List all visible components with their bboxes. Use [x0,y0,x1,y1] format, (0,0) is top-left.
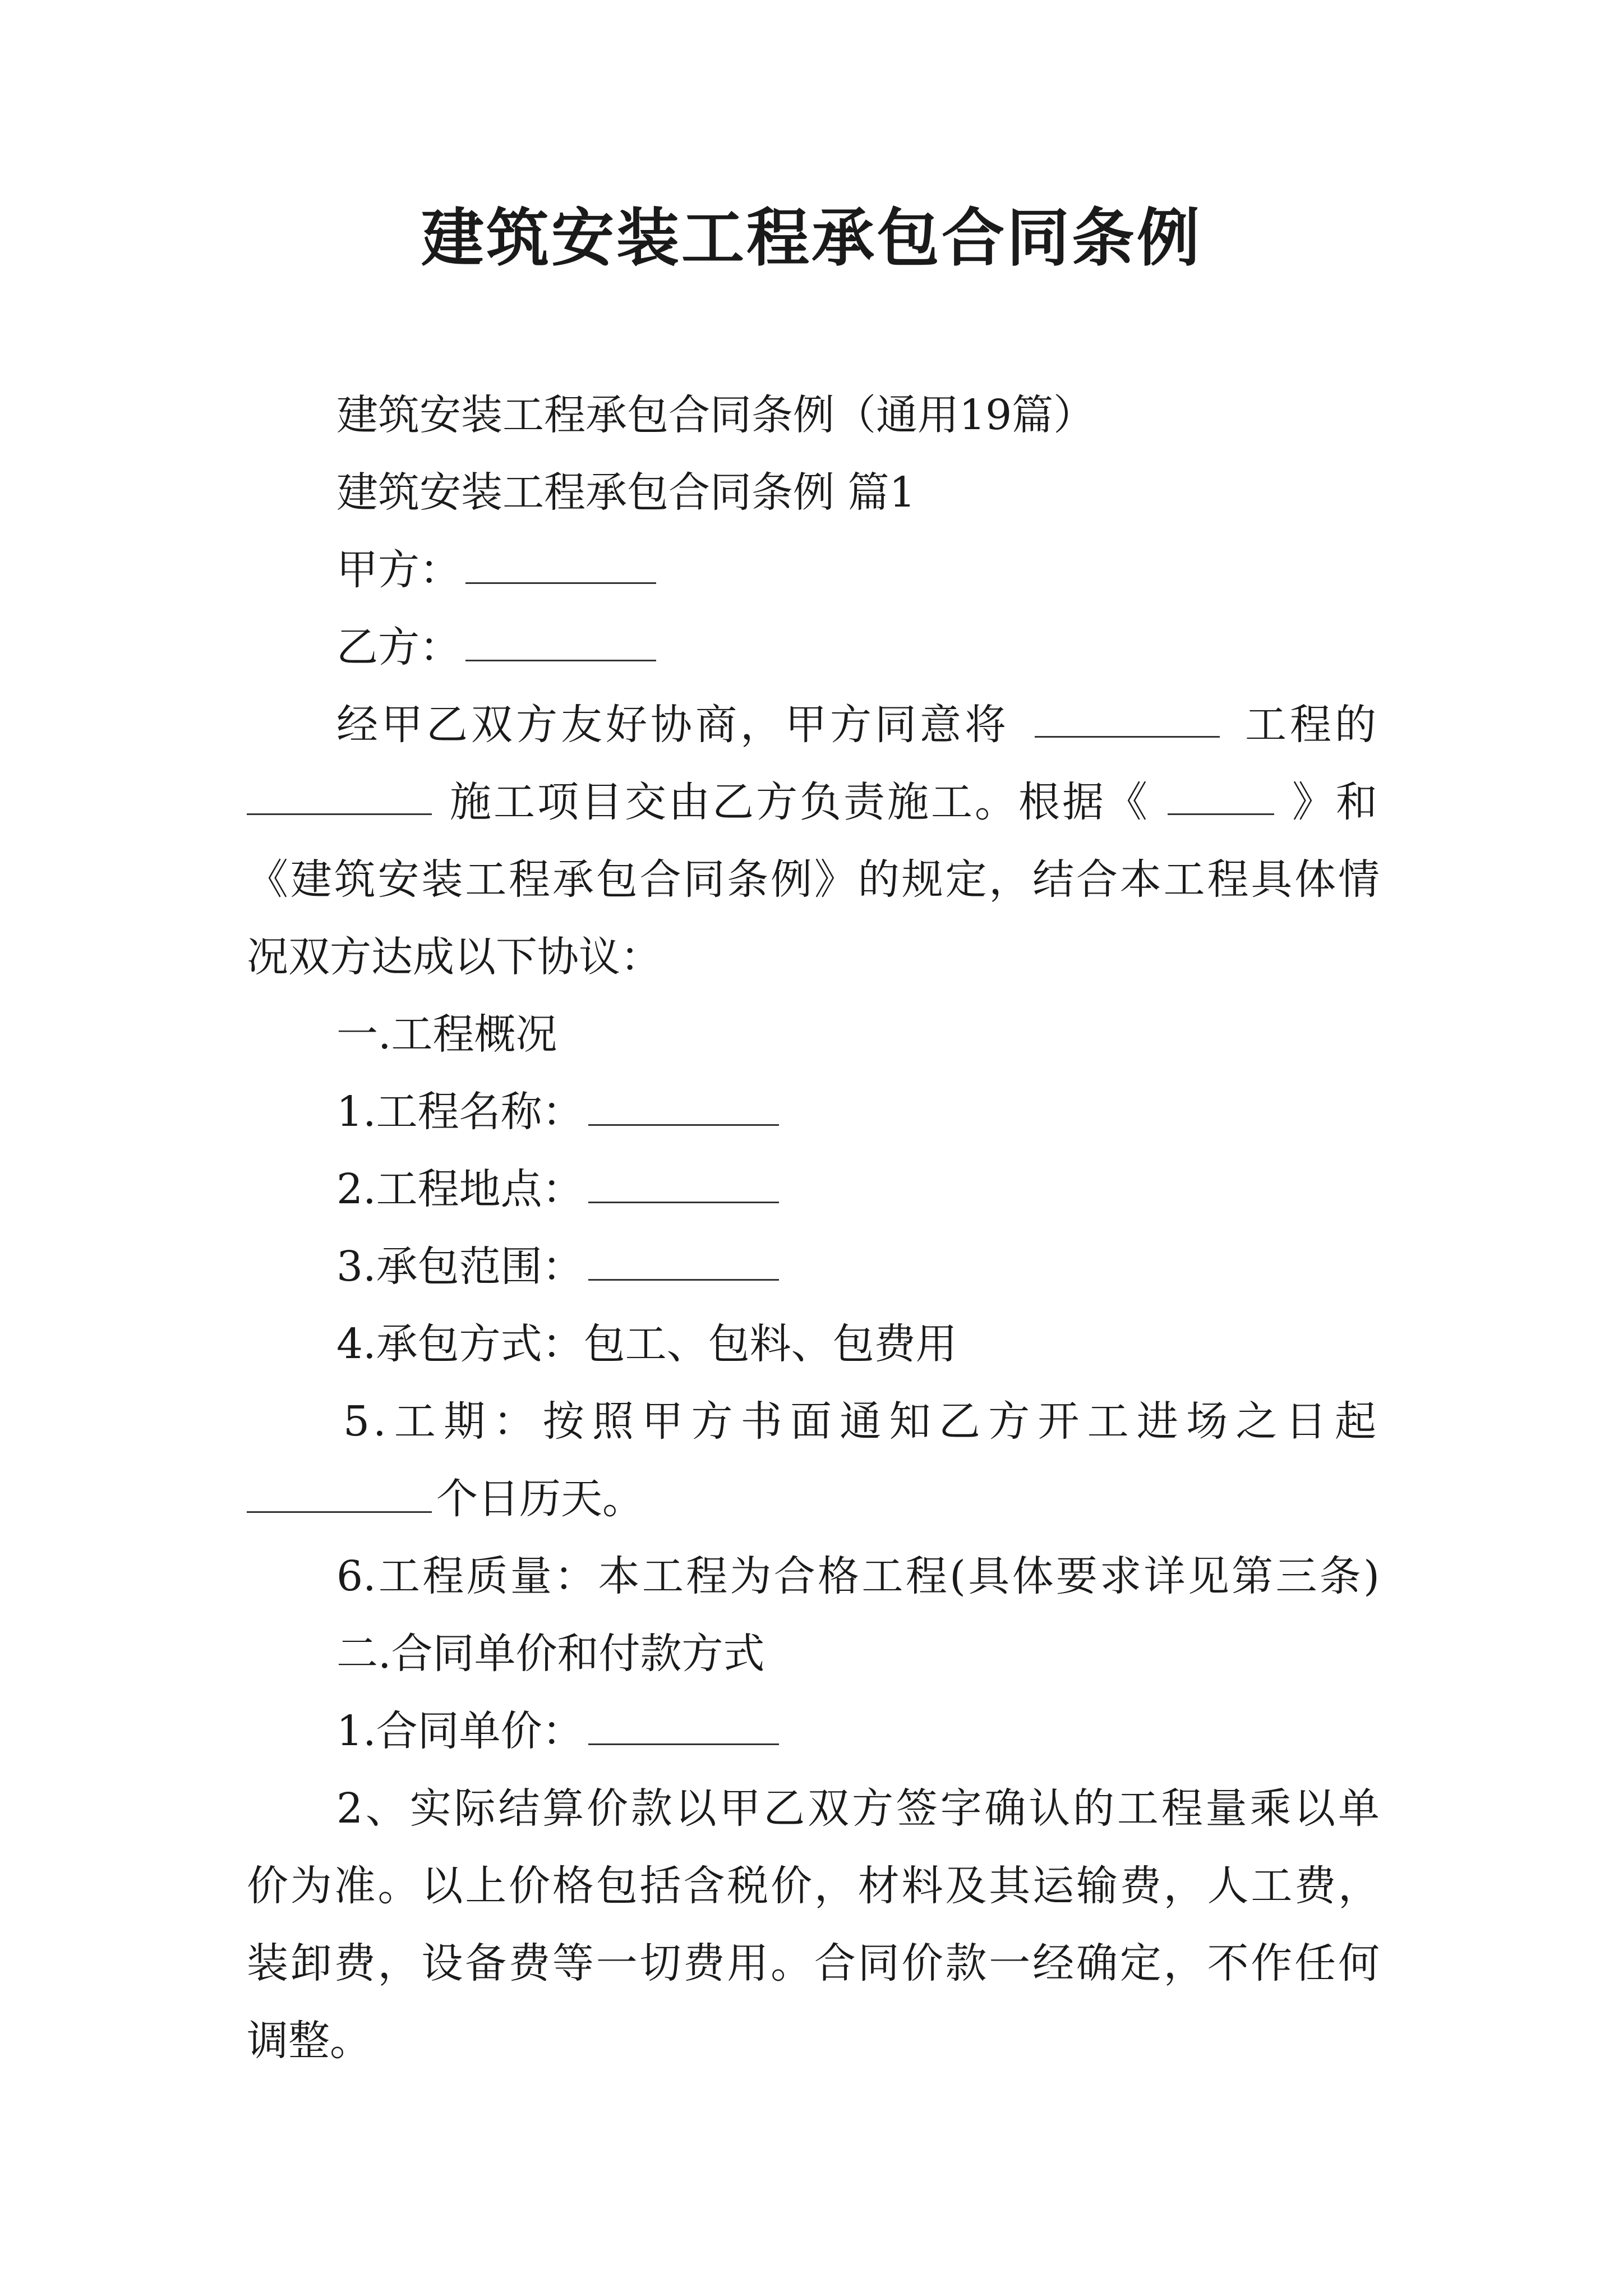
intro-blank-law [1168,774,1274,815]
intro-text-2b: 》和 [1292,778,1380,826]
party-a-line [336,542,661,598]
party-a-blank [465,543,656,584]
project-name-label: 1.工程名称： [336,1088,584,1136]
project-location-label: 2.工程地点： [336,1165,584,1213]
intro-text-2a: 施工项目交由乙方负责施工。根据《 [450,778,1150,826]
party-b-blank [465,620,656,661]
section1-item6: 6.工程质量：本工程为合格工程(具体要求详见第三条) [336,1552,1380,1600]
section2-item2-line3: 装卸费，设备费等一切费用。合同价款一经确定，不作任何 [247,1939,1380,1987]
project-name-blank [588,1085,779,1126]
party-a-label: 甲方： [336,546,461,594]
section1-item2 [336,1161,783,1217]
section2-item2-line4: 调整。 [247,2017,371,2065]
section1-heading: 一.工程概况 [336,1010,557,1059]
section1-item1 [336,1084,783,1140]
duration-days-blank [247,1472,432,1513]
intro-blank-scope [247,774,432,815]
intro-text-1b: 工程的 [1245,701,1380,749]
contract-scope-label: 3.承包范围： [336,1243,584,1291]
unit-price-label: 1.合同单价： [336,1707,584,1755]
section-heading: 建筑安装工程承包合同条例 篇1 [336,468,916,517]
section1-item5-line1: 5.工期：按照甲方书面通知乙方开工进场之日起 [343,1397,1380,1446]
duration-days-text: 个日历天。 [436,1475,644,1523]
intro-blank-project [1035,697,1220,738]
project-location-blank [588,1162,779,1203]
party-b-label: 乙方： [336,623,461,671]
section2-item2-line1: 2、实际结算价款以甲乙双方签字确认的工程量乘以单 [336,1784,1380,1833]
intro-line-4: 况双方达成以下协议： [247,933,662,981]
section1-item4: 4.承包方式：包工、包料、包费用 [336,1320,957,1368]
section2-item2-line2: 价为准。以上价格包括含税价，材料及其运输费，人工费， [247,1862,1380,1910]
document-title: 建筑安装工程承包合同条例 [421,201,1202,275]
intro-text-1a: 经甲乙双方友好协商，甲方同意将 [336,701,1009,749]
intro-line-3: 《建筑安装工程承包合同条例》的规定，结合本工程具体情 [247,855,1380,904]
section1-item3 [336,1239,783,1295]
section1-item5-line2 [247,1471,644,1527]
intro-line-1 [336,697,1380,753]
section2-item1 [336,1703,783,1759]
intro-line-2 [247,774,1380,830]
contract-scope-blank [588,1240,779,1281]
unit-price-blank [588,1704,779,1745]
document-subtitle: 建筑安装工程承包合同条例（通用19篇） [336,391,1095,439]
party-b-line [336,619,661,675]
section2-heading: 二.合同单价和付款方式 [336,1630,765,1678]
